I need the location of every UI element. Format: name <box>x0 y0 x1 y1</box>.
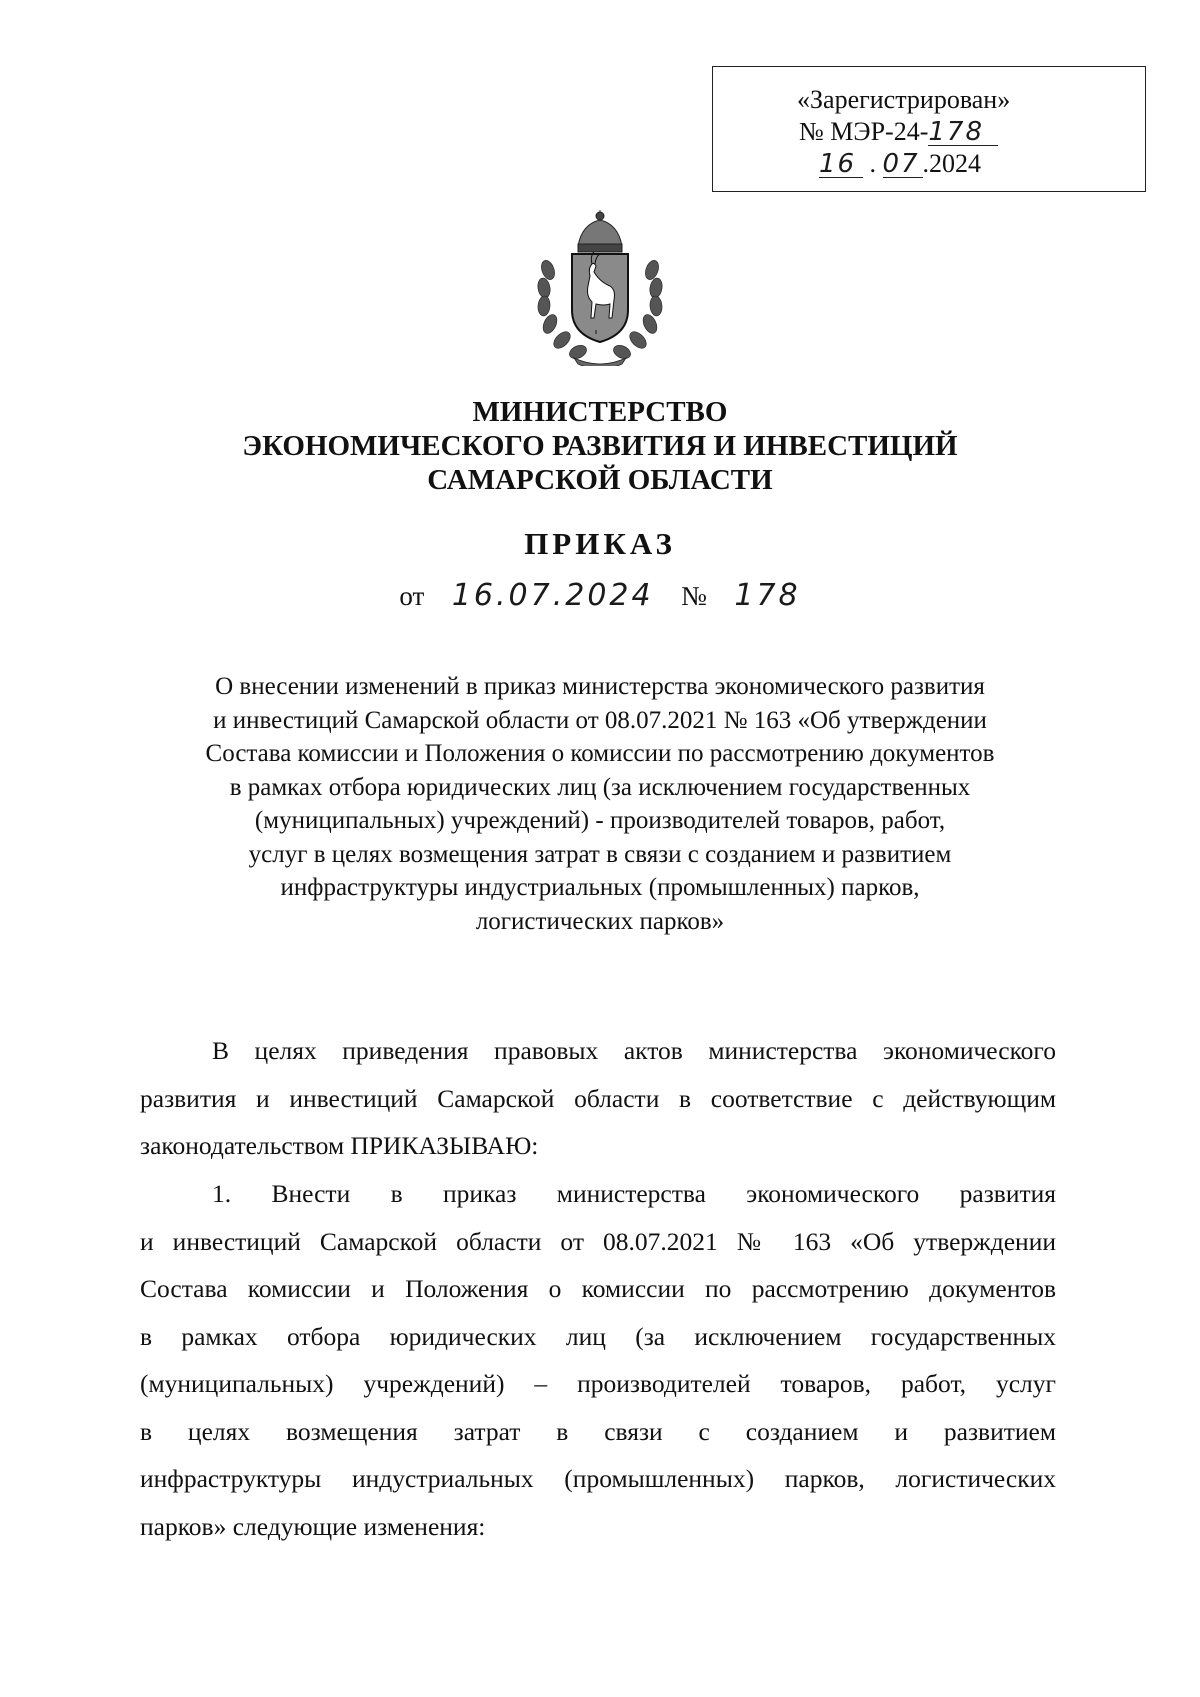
body-line: развития и инвестиций Самарской области в соответствие с действующим <box>140 1083 1056 1113</box>
ministry-heading-line-2: ЭКОНОМИЧЕСКОГО РАЗВИТИЯ И ИНВЕСТИЦИЙ <box>242 430 958 462</box>
body-line: и инвестиций Самарской области от 08.07.2021 № 163 «Об утверждении <box>140 1226 1056 1256</box>
registration-month-handwritten: 07 <box>883 151 923 178</box>
body-line: законодательством ПРИКАЗЫВАЮ: <box>140 1131 539 1160</box>
registration-year: .2024 <box>922 149 981 178</box>
registration-number-handwritten: 178 <box>928 119 998 146</box>
body-line: Состава комиссии и Положения о комиссии по рассмотрению документов <box>140 1274 1056 1303</box>
registration-date-separator: . <box>869 149 876 178</box>
order-date-number <box>0 578 1200 613</box>
document-type: ПРИКАЗ <box>524 526 676 561</box>
title-line: (муниципальных) учреждений) - производителей товаров, работ, <box>254 807 946 834</box>
registration-stamp <box>712 66 1146 192</box>
registration-number-line <box>799 117 1200 147</box>
body-line: в рамках отбора юридических лиц (за исключением государственных <box>140 1321 1056 1351</box>
body-line: инфраструктуры индустриальных (промышленных) парков, логистических <box>140 1464 1056 1493</box>
registration-number-prefix: № МЭР-24- <box>799 117 929 146</box>
title-line: О внесении изменений в приказ министерства экономического развития <box>215 673 985 700</box>
body-paragraph-1 <box>140 1027 1056 1170</box>
body-line: 1. Внести в приказ министерства экономического развития <box>212 1179 1056 1208</box>
body-line: В целях приведения правовых актов министерства экономического <box>212 1036 1056 1065</box>
order-number-label: № <box>681 581 707 611</box>
order-from-label: от <box>399 581 425 611</box>
registration-day-handwritten: 16 <box>819 151 863 178</box>
ministry-heading-line-1: МИНИСТЕРСТВО <box>472 396 728 428</box>
body-line: в целях возмещения затрат в связи с созданием и развитием <box>140 1416 1056 1446</box>
ministry-heading <box>0 395 1200 497</box>
registration-date-line <box>819 149 1200 179</box>
document-title <box>120 670 1080 938</box>
ministry-heading-line-3: САМАРСКОЙ ОБЛАСТИ <box>427 464 773 496</box>
body-paragraph-2 <box>140 1170 1056 1550</box>
title-line: логистических парков» <box>475 907 725 935</box>
order-date-handwritten: 16.07.2024 <box>451 578 654 613</box>
title-line: услуг в целях возмещения затрат в связи с созданием и развитием <box>248 840 952 868</box>
coat-of-arms-icon <box>534 210 666 366</box>
title-line: и инвестиций Самарской области от 08.07.2021 № 163 «Об утверждении <box>213 706 987 734</box>
body-line: (муниципальных) учреждений) – производителей товаров, работ, услуг <box>140 1369 1056 1398</box>
registration-label: «Зарегистрирован» <box>797 85 1011 114</box>
title-line: Состава комиссии и Положения о комиссии по рассмотрению документов <box>205 740 995 767</box>
order-number-handwritten: 178 <box>734 578 801 613</box>
title-line: в рамках отбора юридических лиц (за исключением государственных <box>229 773 971 801</box>
title-line: инфраструктуры индустриальных (промышленных) парков, <box>280 874 920 901</box>
body-line: парков» следующие изменения: <box>140 1511 486 1541</box>
